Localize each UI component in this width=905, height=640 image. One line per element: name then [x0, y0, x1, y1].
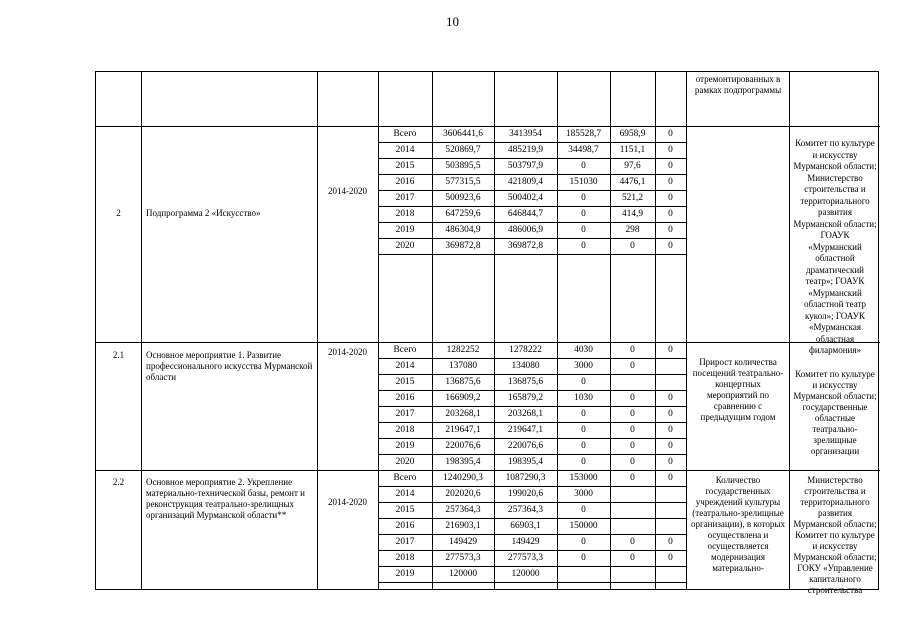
municipal-cell: [610, 375, 655, 389]
total-cell: 503895,5: [445, 161, 481, 171]
section-name: Подпрограмма 2 «Искусство»: [146, 208, 261, 218]
total-cell: 500923,6: [445, 193, 481, 203]
federal-cell: 153000: [569, 473, 598, 483]
total-cell: 198395,4: [445, 457, 481, 467]
federal-cell: 150000: [569, 521, 598, 531]
federal-cell: 0: [581, 553, 586, 563]
federal-cell: 185528,7: [565, 129, 602, 139]
federal-cell: 0: [581, 225, 586, 235]
municipal-cell: 0: [630, 473, 635, 483]
federal-cell: [557, 567, 610, 581]
section-period: 2014-2020: [328, 347, 367, 357]
federal-cell: 151030: [569, 177, 598, 187]
municipal-cell: 97,6: [624, 161, 641, 171]
year-cell: 2015: [395, 161, 415, 171]
other-cell: 0: [668, 225, 673, 235]
regional-cell: 486006,9: [507, 225, 544, 235]
section-period: 2014-2020: [328, 186, 367, 196]
regional-cell: 219647,1: [507, 425, 544, 435]
year-cell: 2019: [395, 225, 415, 235]
federal-cell: 0: [581, 505, 586, 515]
year-cell: 2016: [395, 177, 415, 187]
other-cell: 0: [668, 425, 673, 435]
federal-cell: 0: [581, 209, 586, 219]
year-cell: 2014: [395, 145, 415, 155]
other-cell: 0: [668, 441, 673, 451]
other-cell: 0: [668, 209, 673, 219]
federal-cell: 0: [581, 425, 586, 435]
year-cell: Всего: [393, 129, 417, 139]
regional-cell: 1278222: [509, 345, 542, 355]
total-cell: 520869,7: [445, 145, 481, 155]
regional-cell: 369872,8: [507, 241, 544, 251]
municipal-cell: 0: [630, 441, 635, 451]
federal-cell: 0: [581, 377, 586, 387]
section-executor: Министерство строительства и территориального развития Мурманской области; Комитет по культуре и искусству Мурманской области; ГОКУ «Управление капитального строительства: [793, 475, 877, 595]
total-cell: 202020,6: [445, 489, 481, 499]
regional-cell: 646844,7: [507, 209, 544, 219]
year-cell: 2016: [395, 521, 415, 531]
other-cell: 0: [668, 473, 673, 483]
total-cell: 3606441,6: [443, 129, 483, 139]
other-cell: 0: [668, 409, 673, 419]
row-divider: [378, 582, 686, 583]
municipal-cell: 0: [630, 553, 635, 563]
other-cell: [655, 359, 686, 373]
total-cell: 149429: [448, 537, 478, 547]
row-divider: [378, 254, 686, 255]
municipal-cell: 0: [630, 457, 635, 467]
municipal-cell: 0: [630, 425, 635, 435]
year-cell: 2014: [395, 489, 415, 499]
regional-cell: 165879,2: [507, 393, 544, 403]
federal-cell: 34498,7: [568, 145, 599, 155]
other-cell: [655, 567, 686, 581]
regional-cell: 503797,9: [507, 161, 544, 171]
regional-cell: 199020,6: [507, 489, 544, 499]
regional-cell: 277573,3: [507, 553, 544, 563]
year-cell: 2018: [395, 209, 415, 219]
municipal-cell: 6958,9: [619, 129, 646, 139]
year-cell: 2020: [395, 241, 415, 251]
other-cell: 0: [668, 161, 673, 171]
total-cell: 369872,8: [445, 241, 481, 251]
year-cell: 2018: [395, 553, 415, 563]
federal-cell: 0: [581, 441, 586, 451]
section-executor: Комитет по культуре и искусству Мурманской области; государственные областные театрально-зрелищные организации: [793, 369, 877, 456]
total-cell: 166909,2: [445, 393, 481, 403]
total-cell: 257364,3: [445, 505, 481, 515]
section-number: 2: [116, 208, 121, 218]
year-cell: 2018: [395, 425, 415, 435]
total-cell: 220076,6: [445, 441, 481, 451]
section-period: 2014-2020: [328, 497, 367, 507]
total-cell: 203268,1: [445, 409, 481, 419]
total-cell: 120000: [448, 569, 478, 579]
municipal-cell: 0: [630, 537, 635, 547]
municipal-cell: 0: [630, 361, 635, 371]
year-cell: 2016: [395, 393, 415, 403]
other-cell: 0: [668, 177, 673, 187]
year-cell: 2019: [395, 441, 415, 451]
municipal-cell: 298: [625, 225, 640, 235]
federal-cell: 0: [581, 537, 586, 547]
federal-cell: 1030: [574, 393, 593, 403]
regional-cell: 3413954: [509, 129, 542, 139]
section-indicator: Прирост количества посещений театрально-концертных мероприятий по сравнению с предыдущим годом: [692, 357, 784, 422]
year-cell: 2017: [395, 193, 415, 203]
top-indicator-text: отремонтированных в рамках подпрограммы: [694, 74, 782, 95]
total-cell: 216903,1: [445, 521, 481, 531]
year-cell: 2015: [395, 505, 415, 515]
federal-cell: 4030: [574, 345, 593, 355]
year-cell: 2015: [395, 377, 415, 387]
section-name: Основное мероприятие 1. Развитие профессионального искусства Мурманской области: [146, 350, 313, 382]
municipal-cell: [610, 487, 655, 501]
federal-cell: 0: [581, 457, 586, 467]
regional-cell: 500402,4: [507, 193, 544, 203]
municipal-cell: 0: [630, 409, 635, 419]
total-cell: 486304,9: [445, 225, 481, 235]
municipal-cell: 0: [630, 345, 635, 355]
regional-cell: 257364,3: [507, 505, 544, 515]
section-name: Основное мероприятие 2. Укрепление материально-технической базы, ремонт и реконструкция театрально-зрелищных организаций Мурманской области**: [146, 477, 305, 520]
section-executor: Комитет по культуре и искусству Мурманской области; Министерство строительства и территориального развития Мурманской области; ГОАУК «Мурманский областной драматический театр»; ГОАУК «Мурманский областной театр кукол»; ГОАУК «Мурманская областная филармония»: [793, 138, 877, 355]
section-number: 2.1: [112, 350, 125, 360]
regional-cell: 421809,4: [507, 177, 544, 187]
regional-cell: 220076,6: [507, 441, 544, 451]
regional-cell: 136875,6: [507, 377, 544, 387]
total-cell: 277573,3: [445, 553, 481, 563]
federal-cell: 0: [581, 241, 586, 251]
other-cell: 0: [668, 241, 673, 251]
regional-cell: 1087290,3: [505, 473, 546, 483]
municipal-cell: [610, 519, 655, 533]
regional-cell: 149429: [511, 537, 540, 547]
other-cell: [655, 519, 686, 533]
year-cell: 2017: [395, 409, 415, 419]
other-cell: 0: [668, 345, 673, 355]
federal-cell: 3000: [574, 489, 593, 499]
other-cell: [655, 487, 686, 501]
regional-cell: 134080: [511, 361, 540, 371]
regional-cell: 198395,4: [507, 457, 544, 467]
page-number: 10: [446, 14, 459, 29]
total-cell: 647259,6: [445, 209, 481, 219]
other-cell: [655, 503, 686, 517]
municipal-cell: 1151,1: [619, 145, 646, 155]
other-cell: 0: [668, 457, 673, 467]
municipal-cell: [610, 503, 655, 517]
year-cell: 2019: [395, 569, 415, 579]
federal-cell: 0: [581, 161, 586, 171]
regional-cell: 66903,1: [510, 521, 541, 531]
other-cell: 0: [668, 553, 673, 563]
year-cell: Всего: [393, 473, 417, 483]
year-cell: 2017: [395, 537, 415, 547]
other-cell: 0: [668, 537, 673, 547]
total-cell: 577315,5: [445, 177, 481, 187]
municipal-cell: 0: [630, 241, 635, 251]
other-cell: 0: [668, 129, 673, 139]
section-indicator: Количество государственных учреждений культуры (театрально-зрелищные организации), в которых осуществлена и осуществляется модернизация материально-: [691, 475, 785, 573]
municipal-cell: 521,2: [621, 193, 644, 203]
total-cell: 136875,6: [445, 377, 481, 387]
regional-cell: 485219,9: [507, 145, 544, 155]
other-cell: 0: [668, 193, 673, 203]
federal-cell: 0: [581, 193, 586, 203]
federal-cell: 0: [581, 409, 586, 419]
other-cell: 0: [668, 145, 673, 155]
total-cell: 1240290,3: [443, 473, 483, 483]
regional-cell: 120000: [511, 569, 540, 579]
year-cell: Всего: [393, 345, 417, 355]
municipal-cell: [610, 567, 655, 581]
municipal-cell: 0: [630, 393, 635, 403]
other-cell: 0: [668, 393, 673, 403]
total-cell: 1282252: [446, 345, 480, 355]
municipal-cell: 4476,1: [619, 177, 646, 187]
total-cell: 137080: [448, 361, 478, 371]
regional-cell: 203268,1: [507, 409, 544, 419]
budget-table: [95, 71, 879, 595]
year-cell: 2014: [395, 361, 415, 371]
year-cell: 2020: [395, 457, 415, 467]
other-cell: [655, 375, 686, 389]
municipal-cell: 414,9: [621, 209, 644, 219]
section-number: 2.2: [112, 477, 125, 487]
federal-cell: 3000: [574, 361, 593, 371]
total-cell: 219647,1: [445, 425, 481, 435]
